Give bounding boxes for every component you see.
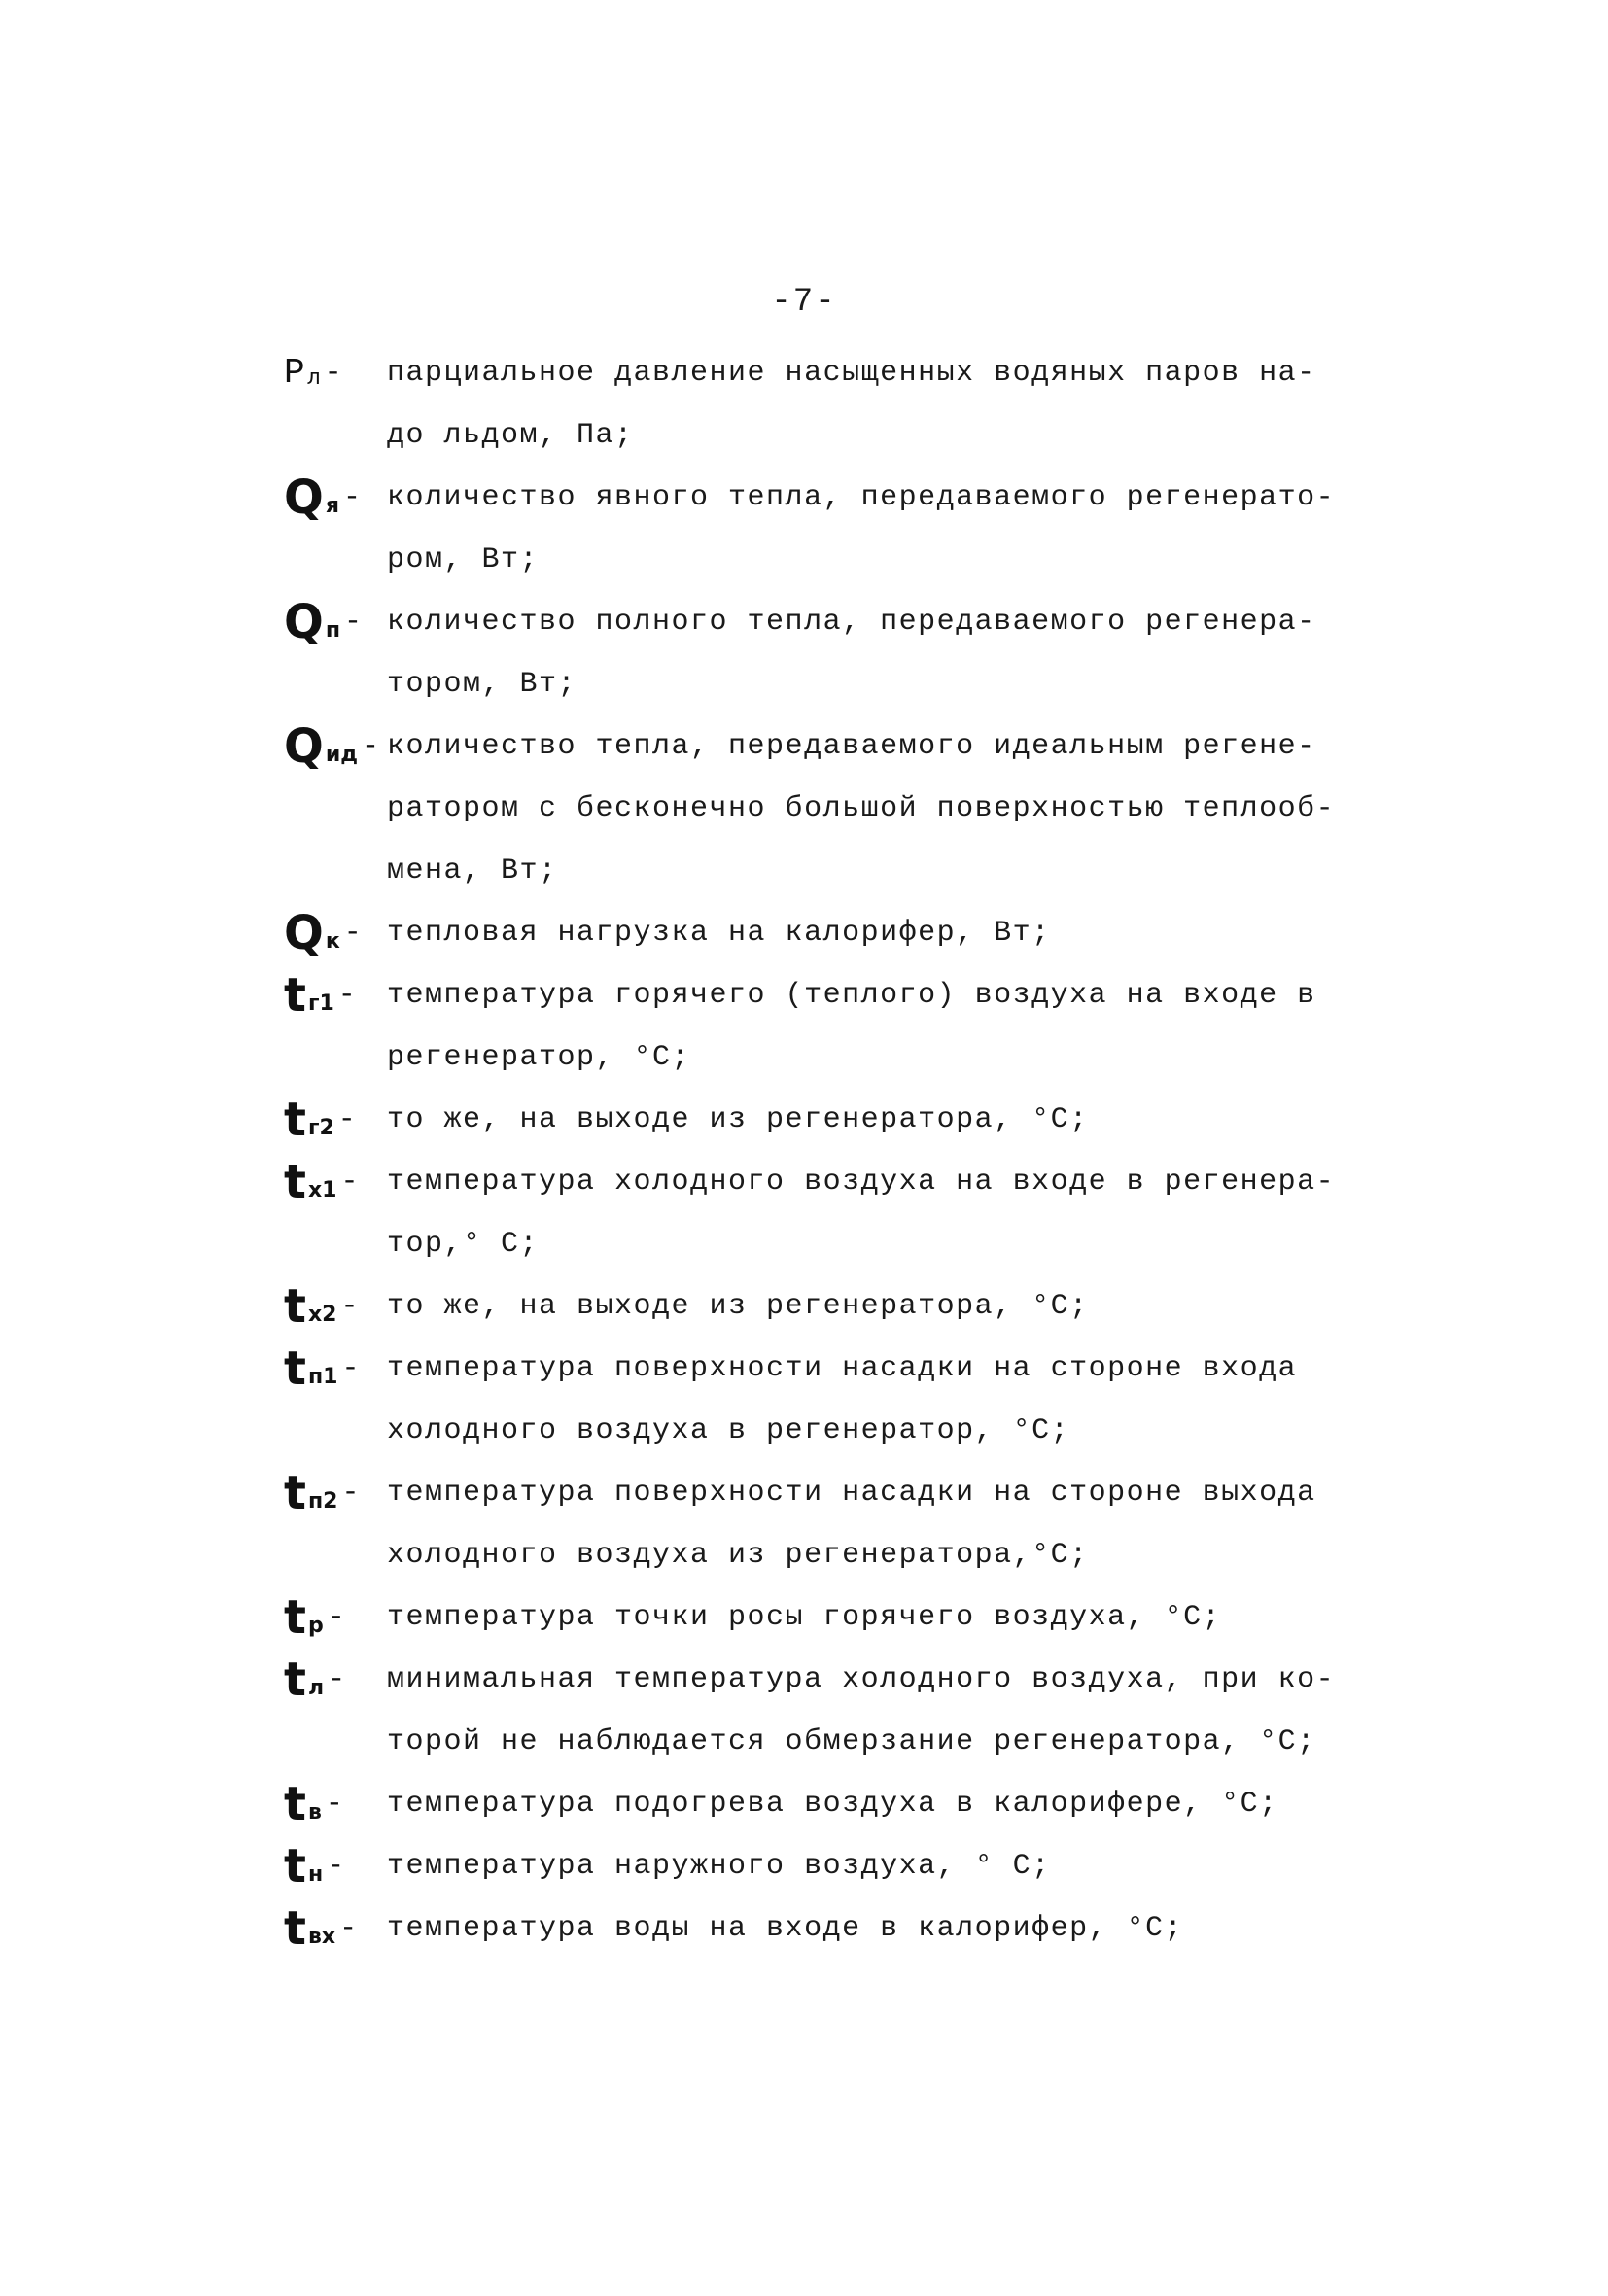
description-line: температура наружного воздуха, ° С; bbox=[387, 1850, 1051, 1883]
description-line: количество полного тепла, передаваемого регенера- bbox=[387, 606, 1316, 639]
notation-entry bbox=[284, 591, 1373, 715]
description-line: температура подогрева воздуха в калорифере, °С; bbox=[387, 1788, 1278, 1821]
notation-symbol bbox=[284, 1462, 387, 1524]
notation-description bbox=[387, 1897, 1373, 1960]
page-number: -7- bbox=[771, 284, 837, 321]
notation-description bbox=[387, 902, 1373, 964]
symbol-dash: - bbox=[341, 1477, 360, 1510]
description-line: то же, на выходе из регенератора, °С; bbox=[387, 1103, 1089, 1136]
symbol-base: t bbox=[284, 1155, 306, 1209]
symbol-dash: - bbox=[325, 1788, 343, 1821]
notation-description bbox=[387, 1275, 1373, 1338]
notation-entry bbox=[284, 1773, 1373, 1835]
notation-symbol bbox=[284, 342, 387, 404]
symbol-dash: - bbox=[339, 1912, 358, 1945]
symbol-dash: - bbox=[328, 1663, 346, 1696]
notation-entry bbox=[284, 1586, 1373, 1649]
notation-entry bbox=[284, 467, 1373, 591]
notation-description bbox=[387, 342, 1373, 467]
symbol-base: Q bbox=[284, 906, 324, 960]
symbol-base: P bbox=[284, 353, 305, 393]
symbol-subscript: х1 bbox=[307, 1178, 337, 1202]
description-line: до льдом, Па; bbox=[387, 419, 634, 452]
notation-description bbox=[387, 1089, 1373, 1151]
description-line: количество тепла, передаваемого идеальным регене- bbox=[387, 730, 1316, 763]
description-line: температура горячего (теплого) воздуха на входе в bbox=[387, 979, 1316, 1012]
symbol-subscript: л bbox=[307, 1676, 325, 1700]
symbol-dash: - bbox=[327, 1850, 345, 1883]
description-line: температура воды на входе в калорифер, °С; bbox=[387, 1912, 1184, 1945]
description-line: то же, на выходе из регенератора, °С; bbox=[387, 1290, 1089, 1323]
notation-description bbox=[387, 1462, 1373, 1586]
symbol-subscript: вх bbox=[307, 1925, 336, 1949]
symbol-base: Q bbox=[284, 595, 324, 649]
symbol-base: t bbox=[284, 1279, 306, 1334]
description-line: температура холодного воздуха на входе в регенера- bbox=[387, 1165, 1336, 1199]
notation-symbol bbox=[284, 1835, 387, 1897]
symbol-subscript: л bbox=[306, 365, 321, 390]
notation-entry bbox=[284, 1338, 1373, 1462]
description-line: торой не наблюдается обмерзание регенератора, °С; bbox=[387, 1725, 1316, 1758]
notation-description bbox=[387, 1338, 1373, 1462]
symbol-subscript: п2 bbox=[307, 1489, 338, 1513]
symbol-base: Q bbox=[284, 470, 324, 525]
symbol-base: t bbox=[284, 1839, 306, 1894]
description-line: тепловая нагрузка на калорифер, Вт; bbox=[387, 917, 1051, 950]
notation-entry bbox=[284, 715, 1373, 902]
notation-symbol bbox=[284, 902, 387, 964]
symbol-dash: - bbox=[343, 917, 362, 950]
notation-entry bbox=[284, 1897, 1373, 1960]
symbol-base: Q bbox=[284, 719, 324, 774]
notation-description bbox=[387, 964, 1373, 1089]
description-line: холодного воздуха в регенератор, °С; bbox=[387, 1414, 1070, 1447]
notation-entry bbox=[284, 1151, 1373, 1275]
description-line: количество явного тепла, передаваемого регенерато- bbox=[387, 481, 1336, 514]
symbol-subscript: ид bbox=[325, 743, 358, 767]
notation-description bbox=[387, 467, 1373, 591]
notation-entry bbox=[284, 1649, 1373, 1773]
symbol-base: t bbox=[284, 1590, 306, 1645]
symbol-dash: - bbox=[327, 1601, 345, 1634]
description-line: температура поверхности насадки на стороне выхода bbox=[387, 1477, 1316, 1510]
symbol-subscript: р bbox=[307, 1614, 324, 1638]
symbol-dash: - bbox=[341, 1352, 360, 1385]
symbol-base: t bbox=[284, 1777, 306, 1831]
symbol-dash: - bbox=[362, 730, 380, 763]
description-line: регенератор, °С; bbox=[387, 1041, 691, 1074]
description-line: температура точки росы горячего воздуха, °С; bbox=[387, 1601, 1222, 1634]
description-line: холодного воздуха из регенератора,°С; bbox=[387, 1539, 1089, 1572]
notation-symbol bbox=[284, 1773, 387, 1835]
symbol-subscript: п1 bbox=[307, 1365, 338, 1389]
symbol-base: t bbox=[284, 1652, 306, 1707]
symbol-dash: - bbox=[324, 357, 342, 390]
symbol-dash: - bbox=[337, 1103, 356, 1136]
symbol-base: t bbox=[284, 1093, 306, 1147]
description-line: температура поверхности насадки на стороне входа bbox=[387, 1352, 1298, 1385]
notation-symbol bbox=[284, 467, 387, 529]
symbol-base: t bbox=[284, 1341, 306, 1396]
symbol-subscript: к bbox=[325, 929, 340, 954]
notation-entry bbox=[284, 1835, 1373, 1897]
notation-symbol bbox=[284, 1151, 387, 1213]
notation-symbol bbox=[284, 591, 387, 653]
symbol-dash: - bbox=[344, 606, 363, 639]
notation-symbol bbox=[284, 715, 387, 778]
description-line: ром, Вт; bbox=[387, 543, 540, 576]
symbol-subscript: я bbox=[325, 494, 339, 518]
notation-entry bbox=[284, 1275, 1373, 1338]
notation-description bbox=[387, 1151, 1373, 1275]
notation-symbol bbox=[284, 1275, 387, 1338]
symbol-base: t bbox=[284, 1901, 306, 1956]
symbol-dash: - bbox=[342, 481, 361, 514]
description-line: тором, Вт; bbox=[387, 668, 577, 701]
symbol-subscript: х2 bbox=[307, 1303, 337, 1327]
description-line: мена, Вт; bbox=[387, 854, 558, 887]
notation-symbol bbox=[284, 1089, 387, 1151]
notation-description bbox=[387, 1835, 1373, 1897]
notation-description bbox=[387, 1649, 1373, 1773]
notation-description bbox=[387, 1586, 1373, 1649]
description-line: парциальное давление насыщенных водяных паров на- bbox=[387, 357, 1316, 390]
symbol-subscript: г2 bbox=[307, 1116, 334, 1140]
notation-symbol bbox=[284, 1338, 387, 1400]
symbol-subscript: в bbox=[307, 1800, 322, 1825]
notation-entry bbox=[284, 1089, 1373, 1151]
notation-list bbox=[284, 342, 1373, 1960]
symbol-dash: - bbox=[337, 979, 356, 1012]
notation-description bbox=[387, 715, 1373, 902]
notation-symbol bbox=[284, 1897, 387, 1960]
symbol-subscript: н bbox=[307, 1862, 324, 1887]
notation-symbol bbox=[284, 1586, 387, 1649]
symbol-base: t bbox=[284, 968, 306, 1023]
description-line: тор,° С; bbox=[387, 1228, 540, 1261]
notation-description bbox=[387, 1773, 1373, 1835]
symbol-subscript: г1 bbox=[307, 991, 334, 1016]
notation-entry bbox=[284, 342, 1373, 467]
notation-entry bbox=[284, 1462, 1373, 1586]
notation-description bbox=[387, 591, 1373, 715]
description-line: ратором с бесконечно большой поверхностью теплооб- bbox=[387, 792, 1336, 825]
notation-symbol bbox=[284, 1649, 387, 1711]
symbol-base: t bbox=[284, 1466, 306, 1520]
symbol-subscript: п bbox=[325, 618, 341, 643]
symbol-dash: - bbox=[340, 1290, 359, 1323]
notation-entry bbox=[284, 902, 1373, 964]
symbol-dash: - bbox=[340, 1165, 359, 1199]
description-line: минимальная температура холодного воздуха, при ко- bbox=[387, 1663, 1336, 1696]
notation-symbol bbox=[284, 964, 387, 1026]
notation-entry bbox=[284, 964, 1373, 1089]
